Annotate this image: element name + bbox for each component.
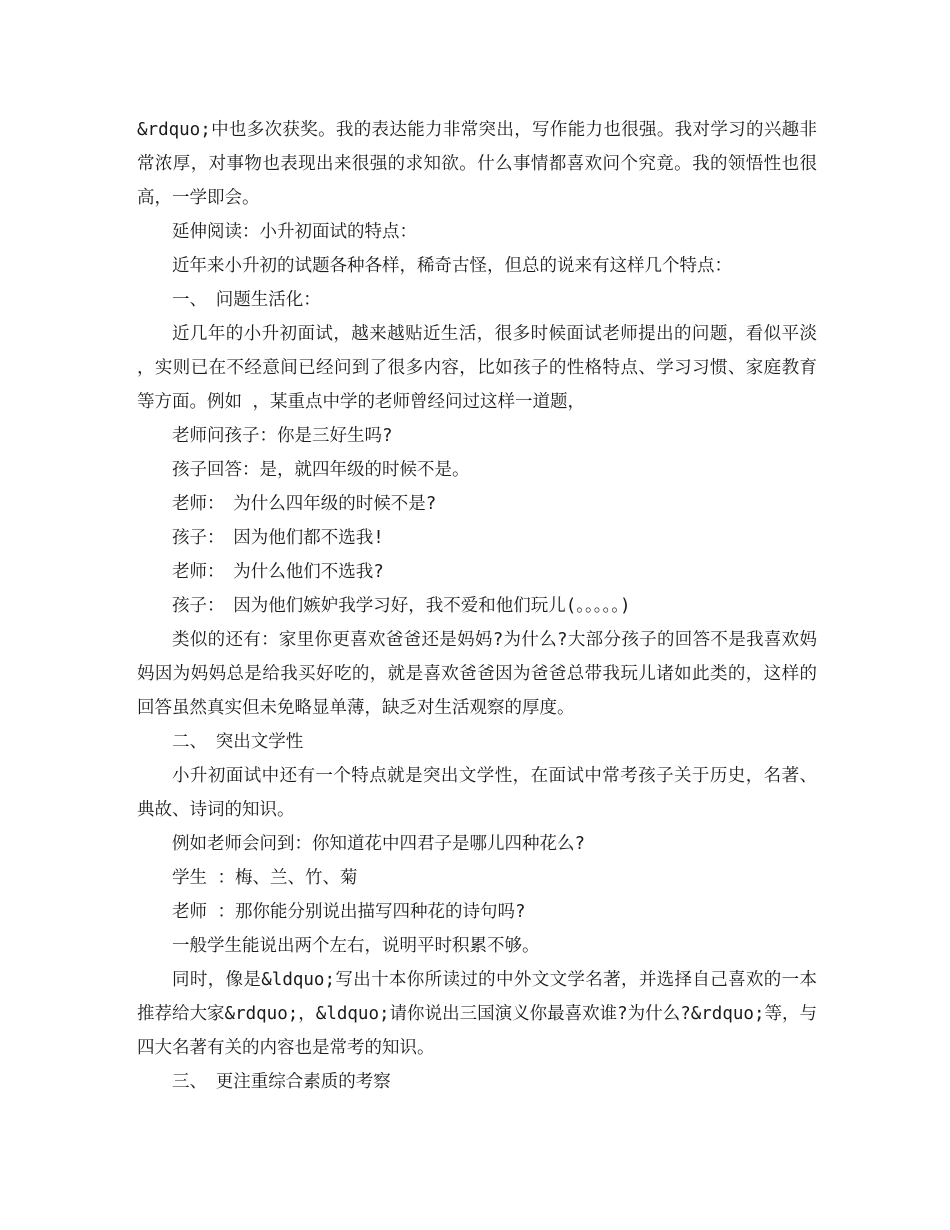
paragraph-12: 类似的还有：家里你更喜欢爸爸还是妈妈?为什么?大部分孩子的回答不是我喜欢妈妈因为妈妈总是给我买好吃的，就是喜欢爸爸因为爸爸总带我玩儿诸如此类的，这样的回答虽然真实但未免略显单薄，缺乏对生活观察的厚度。 xyxy=(137,630,817,718)
paragraph-14: 小升初面试中还有一个特点就是突出文学性，在面试中常考孩子关于历史，名著、典故、诗词的知识。 xyxy=(137,766,817,820)
paragraph-2: 延伸阅读：小升初面试的特点： xyxy=(172,222,417,242)
dialogue-line-5: 老师： 为什么他们不选我? xyxy=(172,562,384,582)
paragraph-15: 例如老师会问到：你知道花中四君子是哪儿四种花么? xyxy=(172,834,586,854)
paragraph-19: 同时，像是&ldquo;写出十本你所读过的中外文文学名著，并选择自己喜欢的一本推荐给大家&rdquo;，&ldquo;请你说出三国演义你最喜欢谁?为什么?&rdquo;等，与四大名著有关的内容也是常考的知识。 xyxy=(137,970,817,1058)
dialogue-line-6: 孩子： 因为他们嫉妒我学习好，我不爱和他们玩儿(。。。。。) xyxy=(172,596,631,616)
section-heading-1: 一、 问题生活化： xyxy=(172,290,321,310)
section-heading-3: 三、 更注重综合素质的考察 xyxy=(172,1072,391,1092)
dialogue-line-4: 孩子： 因为他们都不选我! xyxy=(172,528,384,548)
dialogue-line-1: 老师问孩子：你是三好生吗? xyxy=(172,426,393,446)
paragraph-18: 一般学生能说出两个左右，说明平时积累不够。 xyxy=(172,936,540,956)
dialogue-line-8: 老师 ：那你能分别说出描写四种花的诗句吗? xyxy=(172,902,526,922)
dialogue-line-2: 孩子回答：是，就四年级的时候不是。 xyxy=(172,460,470,480)
document-body xyxy=(137,113,817,1099)
dialogue-line-7: 学生 ：梅、兰、竹、菊 xyxy=(172,868,358,888)
section-heading-2: 二、 突出文学性 xyxy=(172,732,304,752)
paragraph-1: &rdquo;中也多次获奖。我的表达能力非常突出，写作能力也很强。我对学习的兴趣非常浓厚，对事物也表现出来很强的求知欲。什么事情都喜欢问个究竟。我的领悟性也很高，一学即会。 xyxy=(137,120,817,208)
dialogue-line-3: 老师： 为什么四年级的时候不是? xyxy=(172,494,437,514)
paragraph-3: 近年来小升初的试题各种各样，稀奇古怪，但总的说来有这样几个特点： xyxy=(172,256,732,276)
paragraph-5: 近几年的小升初面试，越来越贴近生活，很多时候面试老师提出的问题，看似平淡，实则已在不经意间已经问到了很多内容，比如孩子的性格特点、学习习惯、家庭教育等方面。例如 ，某重点中学的老师曾经问过这样一道题， xyxy=(137,324,817,412)
